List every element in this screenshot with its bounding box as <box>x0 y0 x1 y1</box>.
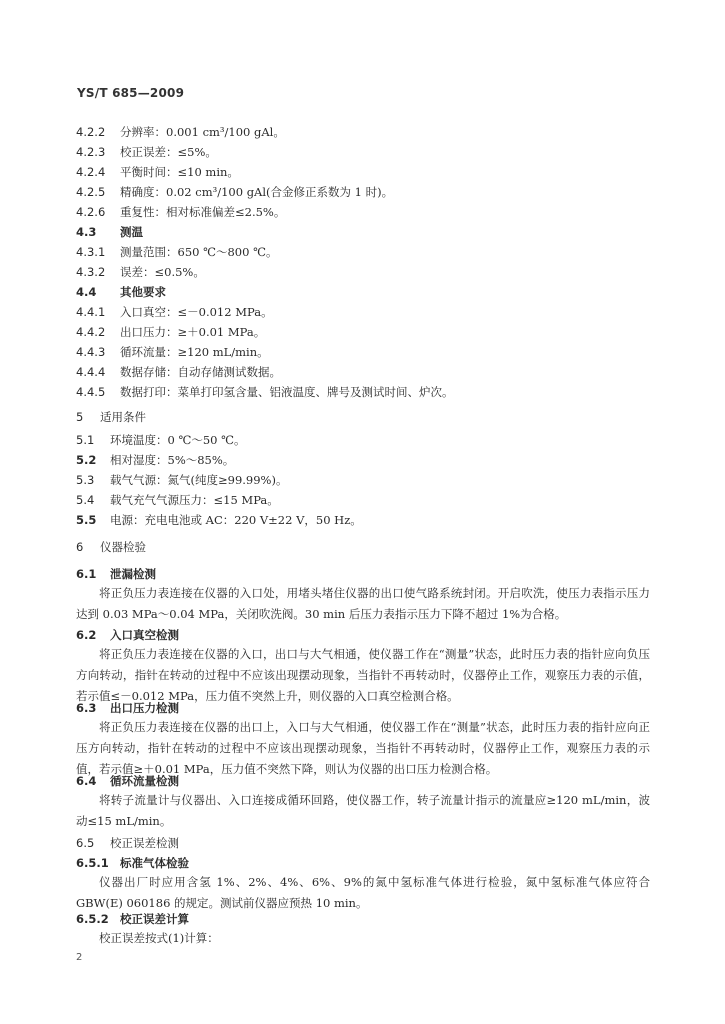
clause-text: 载气充气气源压力：≤15 MPa。 <box>110 493 279 507</box>
clause-number: 4.4.1 <box>76 305 106 319</box>
clause-text: 数据存储：自动存储测试数据。 <box>120 365 281 379</box>
section-number: 6.4 <box>76 774 97 788</box>
clause-text: 校正误差：≤5%。 <box>120 145 217 159</box>
section-6-5-heading <box>76 835 179 851</box>
clause-text: 出口压力：≥＋0.01 MPa。 <box>120 325 266 339</box>
paragraph-6-5-2: 校正误差按式(1)计算： <box>99 931 219 945</box>
clause-number: 4.3.1 <box>76 245 106 259</box>
clause-4-3-2 <box>76 264 205 280</box>
section-title: 出口压力检测 <box>110 701 179 715</box>
clause-number: 4.4.5 <box>76 385 106 399</box>
clause-text: 平衡时间：≤10 min。 <box>120 165 239 179</box>
clause-number: 6.5.2 <box>76 912 109 926</box>
clause-4-3-1 <box>76 244 277 260</box>
section-title: 其他要求 <box>120 285 166 299</box>
clause-4-4-3 <box>76 344 269 360</box>
section-6-3-heading <box>76 700 179 716</box>
clause-number: 4.4.2 <box>76 325 106 339</box>
standard-header: YS/T 685—2009 <box>77 86 185 100</box>
clause-4-2-2 <box>76 124 285 140</box>
clause-number: 5.5 <box>76 513 97 527</box>
clause-number: 5.4 <box>76 493 95 507</box>
paragraph-6-4: 将转子流量计与仪器出、入口连接成循环回路，使仪器工作，转子流量计指示的流量应≥120 mL/min，波动≤15 mL/min。 <box>76 793 650 828</box>
clause-5-4 <box>76 492 279 508</box>
clause-5-1 <box>76 432 246 448</box>
clause-text: 数据打印：菜单打印氢含量、铝液温度、牌号及测试时间、炉次。 <box>120 385 454 399</box>
clause-number: 4.2.3 <box>76 145 106 159</box>
chapter-title: 适用条件 <box>100 410 146 424</box>
paragraph-6-2: 将正负压力表连接在仪器的入口，出口与大气相通，使仪器工作在“测量”状态，此时压力表的指针应向负压方向转动，指针在转动的过程中不应该出现摆动现象，当指针不再转动时，仪器停止工作，观察压力表的示值，若示值≤－0.012 MPa，压力值不突然上升，则仪器的入口真空检测合格。 <box>76 647 650 703</box>
chapter-5-heading <box>76 409 146 425</box>
section-6-2-heading <box>76 627 179 643</box>
clause-text: 载气气源：氮气(纯度≥99.99%)。 <box>110 473 288 487</box>
clause-title: 校正误差计算 <box>120 912 189 926</box>
section-number: 6.1 <box>76 567 97 581</box>
clause-5-5 <box>76 512 362 528</box>
clause-text: 入口真空：≤－0.012 MPa。 <box>120 305 273 319</box>
section-title: 循环流量检测 <box>110 774 179 788</box>
clause-text: 误差：≤0.5%。 <box>120 265 205 279</box>
section-number: 6.2 <box>76 628 97 642</box>
clause-number: 4.2.4 <box>76 165 106 179</box>
section-title: 测温 <box>120 225 143 239</box>
page-number: 2 <box>76 952 83 963</box>
clause-number: 6.5.1 <box>76 856 109 870</box>
clause-4-4-5 <box>76 384 454 400</box>
clause-text: 循环流量：≥120 mL/min。 <box>120 345 269 359</box>
clause-number: 5.3 <box>76 473 95 487</box>
section-6-1-heading <box>76 566 156 582</box>
clause-title: 标准气体检验 <box>120 856 189 870</box>
clause-number: 4.2.2 <box>76 125 106 139</box>
clause-text: 电源：充电电池或 AC：220 V±22 V，50 Hz。 <box>110 513 362 527</box>
clause-number: 4.2.5 <box>76 185 106 199</box>
clause-number: 4.4.3 <box>76 345 106 359</box>
paragraph-6-3: 将正负压力表连接在仪器的出口上，入口与大气相通，使仪器工作在“测量”状态，此时压力表的指针应向正压方向转动，指针在转动的过程中不应该出现摆动现象，当指针不再转动时，仪器停止工作，观察压力表的示值，若示值≥＋0.01 MPa，压力值不突然下降，则认为仪器的出口压力检测合格。 <box>76 720 650 776</box>
clause-6-5-2-heading <box>76 911 189 927</box>
section-6-4-heading <box>76 773 179 789</box>
chapter-number: 5 <box>76 410 84 424</box>
clause-text: 相对湿度：5%～85%。 <box>110 453 235 467</box>
clause-5-3 <box>76 472 287 488</box>
clause-number: 4.4.4 <box>76 365 106 379</box>
clause-5-2 <box>76 452 234 468</box>
chapter-number: 6 <box>76 540 84 554</box>
section-4-4-heading <box>76 284 166 300</box>
clause-text: 重复性：相对标准偏差≤2.5%。 <box>120 205 286 219</box>
clause-text: 分辨率：0.001 cm³/100 gAl。 <box>120 125 285 139</box>
paragraph-6-5-1: 仪器出厂时应用含氢 1%、2%、4%、6%、9%的氮中氢标准气体进行检验，氮中氢标准气体应符合GBW(E) 060186 的规定。测试前仪器应预热 10 min。 <box>76 875 650 910</box>
clause-number: 5.1 <box>76 433 95 447</box>
section-number: 4.3 <box>76 225 97 239</box>
clause-4-4-1 <box>76 304 273 320</box>
chapter-title: 仪器检验 <box>100 540 146 554</box>
section-number: 6.5 <box>76 836 95 850</box>
clause-4-2-3 <box>76 144 217 160</box>
clause-text: 精确度：0.02 cm³/100 gAl(合金修正系数为 1 时)。 <box>120 185 394 199</box>
clause-number: 4.3.2 <box>76 265 106 279</box>
section-4-3-heading <box>76 224 143 240</box>
clause-4-2-6 <box>76 204 285 220</box>
section-title: 入口真空检测 <box>110 628 179 642</box>
clause-number: 5.2 <box>76 453 97 467</box>
clause-4-2-4 <box>76 164 239 180</box>
clause-4-2-5 <box>76 184 393 200</box>
clause-text: 测量范围：650 ℃～800 ℃。 <box>120 245 278 259</box>
section-number: 6.3 <box>76 701 97 715</box>
clause-4-4-4 <box>76 364 281 380</box>
clause-text: 环境温度：0 ℃～50 ℃。 <box>110 433 246 447</box>
section-title: 校正误差检测 <box>110 836 179 850</box>
paragraph-6-1: 将正负压力表连接在仪器的入口处，用堵头堵住仪器的出口使气路系统封闭。开启吹洗，使压力表指示压力达到 0.03 MPa～0.04 MPa，关闭吹洗阀。30 min 后压力表指示压力下降不超过 1%为合格。 <box>76 586 650 621</box>
clause-4-4-2 <box>76 324 265 340</box>
section-number: 4.4 <box>76 285 97 299</box>
clause-number: 4.2.6 <box>76 205 106 219</box>
chapter-6-heading <box>76 539 146 555</box>
section-title: 泄漏检测 <box>110 567 156 581</box>
clause-6-5-1-heading <box>76 855 189 871</box>
